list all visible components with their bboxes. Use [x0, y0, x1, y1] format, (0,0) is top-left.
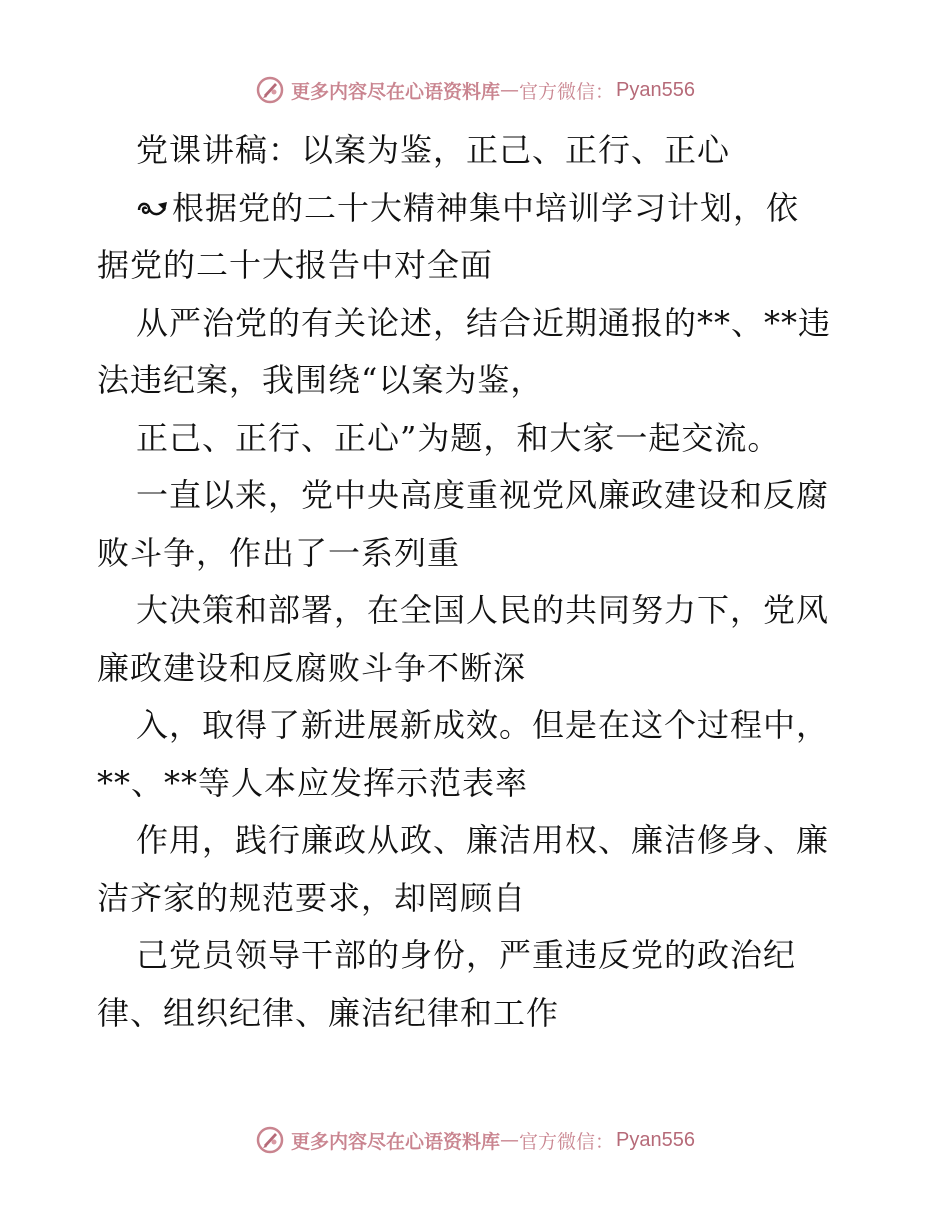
watermark-wechat-label: 官方微信：: [519, 80, 615, 103]
watermark-dash: —: [500, 1129, 520, 1151]
watermark-dash: —: [500, 79, 520, 101]
text-line: 己党员领导干部的身份，严重违反党的政治纪: [136, 936, 797, 974]
text-line: 败斗争，作出了一系列重: [97, 533, 461, 572]
text-line: 入，取得了新进展新成效。但是在这个过程中，: [136, 706, 830, 744]
watermark-slogan: 更多内容尽在心语资料库: [291, 80, 501, 103]
footer-watermark: [0, 1120, 950, 1160]
text-line: 据党的二十大报告中对全面: [97, 246, 494, 284]
text-line: 正己、正行、正心”为题，和大家一起交流。: [136, 418, 781, 457]
text-line: 大决策和部署，在全国人民的共同努力下，党风: [136, 591, 830, 629]
brand-logo-icon: [255, 1125, 285, 1155]
fleuron-icon: [136, 196, 170, 222]
text-line: [97, 180, 857, 238]
brand-logo-icon: [255, 75, 285, 105]
text-line: 一直以来，党中央高度重视党风廉政建设和反腐: [136, 476, 830, 514]
text-line: 洁齐家的规范要求，却罔顾自: [97, 878, 527, 917]
watermark-wechat-id: Pyan556: [616, 78, 695, 101]
text-line: 法违纪案，我围绕“以案为鉴，: [97, 361, 544, 399]
watermark-wechat-id: Pyan556: [616, 1128, 695, 1151]
text-line: 作用，践行廉政从政、廉洁用权、廉洁修身、廉: [136, 821, 830, 859]
text-line: 律、组织纪律、廉洁纪律和工作: [97, 993, 560, 1032]
text-line: **、**等人本应发挥示范表率: [97, 763, 529, 802]
document-body: [97, 122, 857, 1042]
document-title: 党课讲稿：以案为鉴，正己、正行、正心: [136, 131, 731, 169]
text-line: 廉政建设和反腐败斗争不断深: [97, 648, 527, 687]
text-line-content: 根据党的二十大精神集中培训学习计划，依: [172, 188, 800, 227]
header-watermark: [0, 70, 950, 110]
text-line: 从严治党的有关论述，结合近期通报的**、**违: [136, 303, 832, 342]
watermark-slogan: 更多内容尽在心语资料库: [291, 1130, 501, 1153]
watermark-wechat-label: 官方微信：: [519, 1130, 615, 1153]
